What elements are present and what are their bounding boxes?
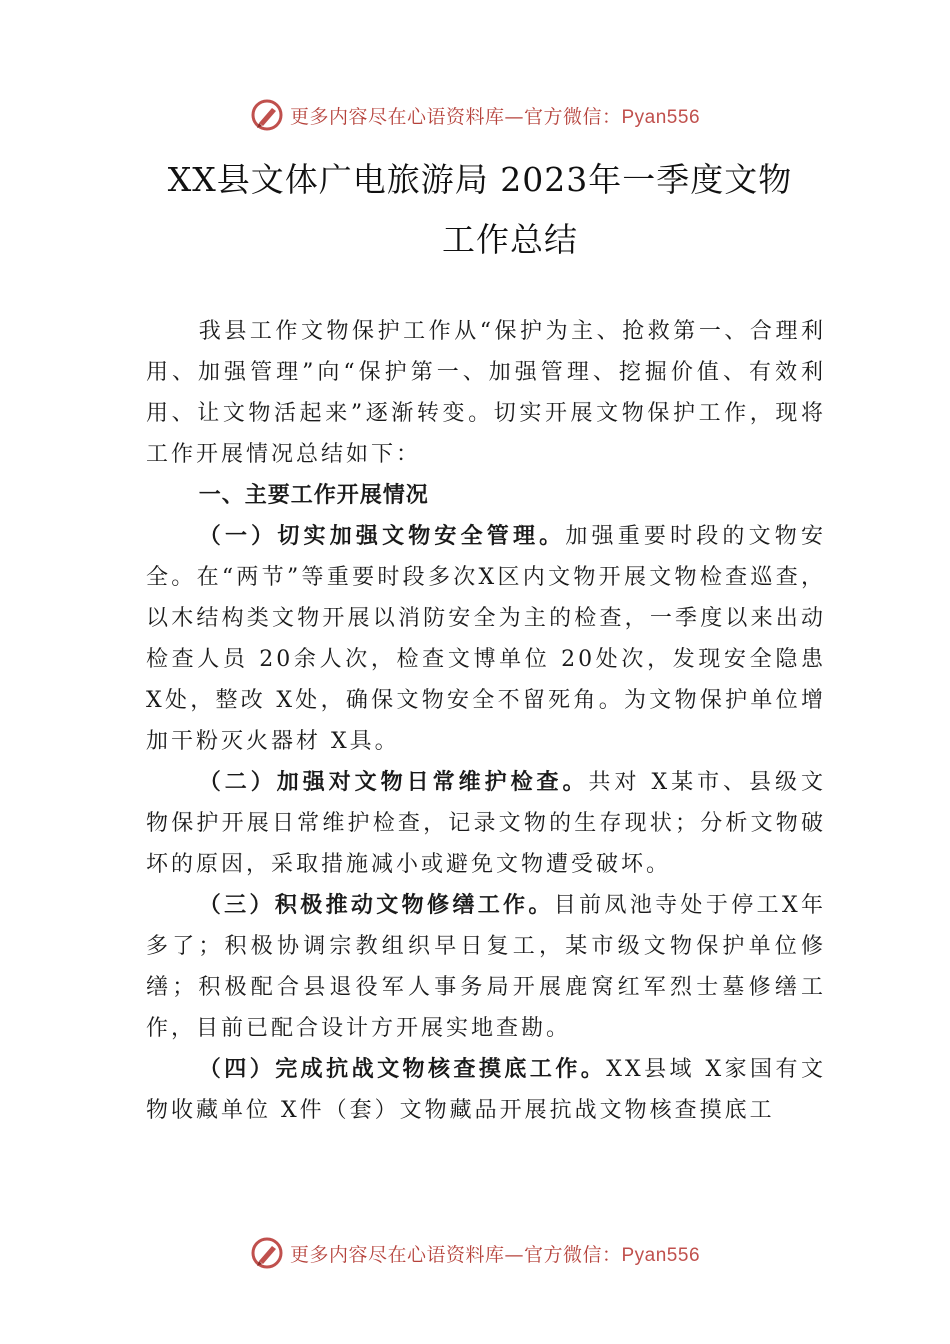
paragraph-item-4 [146,1049,826,1131]
pen-logo-icon [250,1236,284,1270]
watermark-header [0,95,950,135]
pen-logo-icon [250,98,284,132]
document-body [146,311,826,1131]
paragraph-item-1 [146,516,826,762]
item-body: XX县域 X家国有文物收藏单位 X件（套）文物藏品开展抗战文物核查摸底工 [146,1057,826,1123]
item-body: 加强重要时段的文物安全。在“两节”等重要时段多次X区内文物开展文物检查巡查，以木结构类文物开展以消防安全为主的检查，一季度以来出动检查人员 20余人次，检查文博单位 20处次，发现安全隐患 X处，整改 X处，确保文物安全不留死角。为文物保护单位增加干粉灭火器材 X具。 [146,524,826,754]
item-subhead: （一）切实加强文物安全管理。 [198,523,566,549]
item-subhead: （三）积极推动文物修缮工作。 [198,892,554,918]
watermark-text: 更多内容尽在心语资料库—官方微信：Pyan556 [289,105,701,128]
title-line-1: XX县文体广电旅游局 2023年一季度文物 [167,160,793,199]
watermark-text: 更多内容尽在心语资料库—官方微信：Pyan556 [289,1243,701,1266]
item-body: 目前凤池寺处于停工X年多了；积极协调宗教组织早日复工，某市级文物保护单位修缮；积极配合县退役军人事务局开展鹿窝红军烈士墓修缮工作，目前已配合设计方开展实地查勘。 [146,893,826,1041]
intro-paragraph: 我县工作文物保护工作从“保护为主、抢救第一、合理利用、加强管理”向“保护第一、加强管理、挖掘价值、有效利用、让文物活起来”逐渐转变。切实开展文物保护工作，现将工作开展情况总结如下： [146,319,826,467]
section-heading: 一、主要工作开展情况 [198,483,429,508]
item-subhead: （四）完成抗战文物核查摸底工作。 [198,1056,607,1082]
paragraph-item-3 [146,885,826,1049]
item-body: 共对 X某市、县级文物保护开展日常维护检查，记录文物的生存现状；分析文物破坏的原因，采取措施减小或避免文物遭受破坏。 [146,770,826,877]
title-line-2: 工作总结 [442,220,578,259]
watermark-footer [0,1233,950,1273]
item-subhead: （二）加强对文物日常维护检查。 [198,769,589,795]
document-title [0,150,950,270]
paragraph-item-2 [146,762,826,885]
